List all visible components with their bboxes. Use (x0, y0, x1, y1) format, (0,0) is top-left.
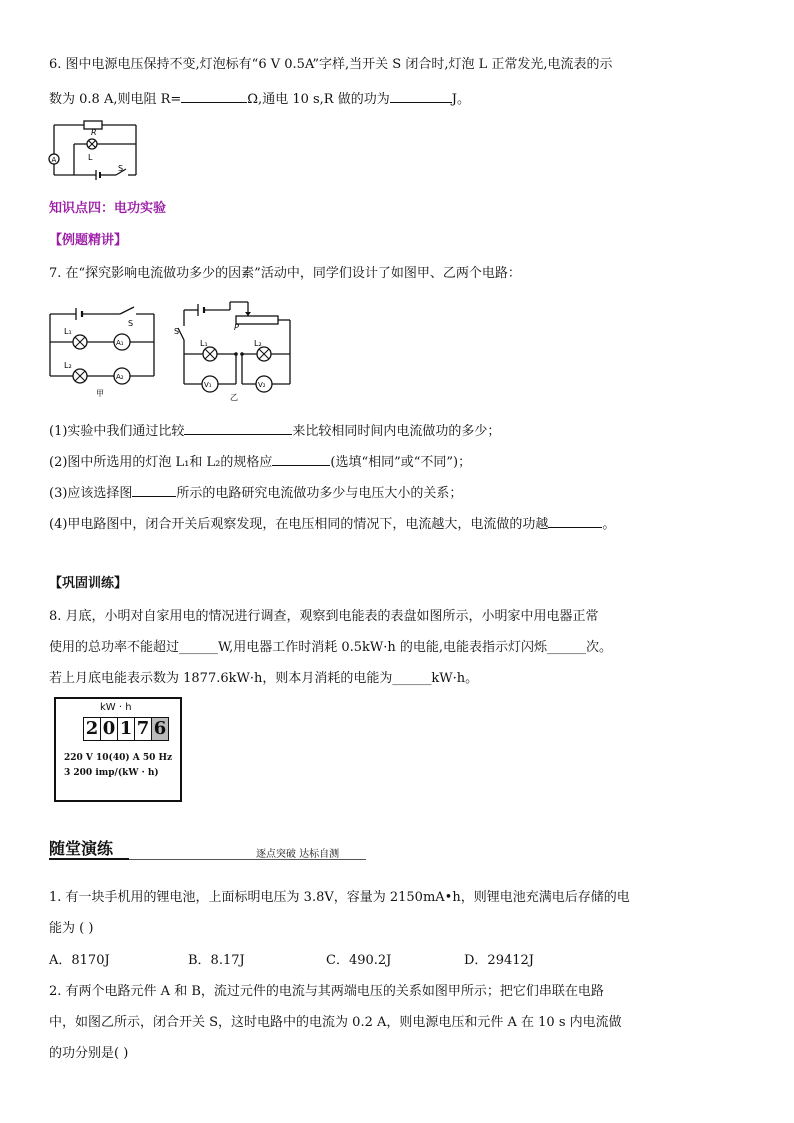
q6-blank-work[interactable] (390, 89, 452, 103)
p1-option-a[interactable]: A．8170J (49, 953, 110, 968)
practice-subtitle: 逐点突破 达标自测 (256, 849, 340, 860)
p2-line3: 的功分别是( ) (49, 1046, 129, 1061)
q7-part4 (49, 514, 615, 533)
yi-label-l2: L₂ (254, 339, 262, 348)
q6-line1: 6. 图中电源电压保持不变,灯泡标有“6 V 0.5A”字样,当开关 S 闭合时,灯泡 L 正常发光,电流表的示 (49, 57, 613, 72)
yi-label-s: S (174, 327, 180, 336)
jia-label-s: S (128, 319, 134, 328)
q7-part1-b: 来比较相同时间内电流做功的多少； (292, 424, 501, 439)
jia-label-l1: L₁ (64, 327, 72, 336)
yi-label-v2: V₂ (258, 381, 266, 389)
yi-label-p: P (234, 323, 239, 332)
q6-blank-r[interactable] (181, 89, 247, 103)
q7-blank1[interactable] (184, 421, 292, 435)
circuit-jia-diagram (44, 298, 164, 400)
jia-label-a2: A₂ (116, 373, 124, 381)
jia-label-a1: A₁ (116, 339, 124, 347)
q7-part3-b: 所示的电路研究电流做功多少与电压大小的关系； (176, 486, 463, 501)
q6-line2-part1: 数为 0.8 A,则电阻 R= (49, 92, 182, 107)
meter-digit-5: 6 (153, 718, 167, 739)
q6-line2-part3: J。 (451, 92, 470, 107)
q8-line1: 8. 月底，小明对自家用电的情况进行调查，观察到电能表的表盘如图所示，小明家中用电器正常 (49, 609, 599, 624)
p1-line1: 1. 有一块手机用的锂电池，上面标明电压为 3.8V，容量为 2150mA•h，则锂电池充满电后存储的电 (49, 890, 630, 905)
q6-circuit-diagram (46, 117, 142, 181)
meter-digit-2: 0 (101, 718, 118, 740)
p1-option-b[interactable]: B．8.17J (188, 953, 245, 968)
meter-digit-4: 7 (135, 718, 152, 740)
meter-digit-1: 2 (84, 718, 101, 740)
q7-part3-a: (3)应该选择图 (49, 486, 133, 501)
q7-blank2[interactable] (272, 452, 330, 466)
consolidate-label: 【巩固训练】 (49, 576, 128, 591)
practice-title-underline (49, 858, 129, 860)
practice-title: 随堂演练 (49, 839, 114, 858)
q7-part1-a: (1)实验中我们通过比较 (49, 424, 185, 439)
label-l: L (88, 153, 93, 162)
section-title: 知识点四：电功实验 (49, 201, 167, 216)
p1-option-c[interactable]: C．490.2J (326, 953, 392, 968)
q8-line2: 使用的总功率不能超过______W,用电器工作时消耗 0.5kW·h 的电能,电能表指示灯闪烁______次。 (49, 640, 613, 655)
q7-part3 (49, 483, 462, 502)
q7-part4-b: 。 (602, 517, 616, 532)
q6-line2 (49, 89, 470, 108)
q7-part2-a: (2)图中所选用的灯泡 L₁和 L₂的规格应 (49, 455, 273, 470)
energy-meter-figure (54, 697, 182, 802)
q7-stem: 7. 在“探究影响电流做功多少的因素”活动中，同学们设计了如图甲、乙两个电路： (49, 266, 521, 281)
q8-line3: 若上月底电能表示数为 1877.6kW·h，则本月消耗的电能为______kW·h。 (49, 671, 479, 686)
q7-part1 (49, 421, 500, 440)
q7-part4-a: (4)甲电路图中，闭合开关后观察发现，在电压相同的情况下，电流越大，电流做的功越 (49, 517, 549, 532)
yi-caption: 乙 (230, 393, 238, 402)
q7-part2-b: (选填“相同”或“不同”)； (330, 455, 472, 470)
q7-blank4[interactable] (548, 514, 602, 528)
jia-caption: 甲 (96, 389, 104, 398)
yi-label-l1: L₁ (200, 339, 208, 348)
circuit-yi-diagram (170, 296, 296, 404)
p1-line2: 能为 ( ) (49, 921, 94, 936)
meter-unit: kW · h (100, 702, 132, 713)
p1-option-d[interactable]: D．29412J (464, 953, 534, 968)
meter-digit-3: 1 (118, 718, 135, 740)
example-label: 【例题精讲】 (49, 233, 128, 248)
meter-spec-1: 220 V 10(40) A 50 Hz (64, 753, 173, 763)
meter-spec-2: 3 200 imp/(kW · h) (64, 768, 159, 778)
yi-label-v1: V₁ (204, 381, 212, 389)
rheostat-symbol (236, 316, 278, 324)
jia-label-l2: L₂ (64, 361, 72, 370)
q6-line2-part2: Ω,通电 10 s,R 做的功为 (247, 92, 390, 107)
label-r: R (91, 128, 97, 137)
q7-part2 (49, 452, 471, 471)
p2-line1: 2. 有两个电路元件 A 和 B，流过元件的电流与其两端电压的关系如图甲所示；把它们串联在电路 (49, 984, 604, 999)
p2-line2: 中，如图乙所示，闭合开关 S，这时电路中的电流为 0.2 A，则电源电压和元件 A 在 10 s 内电流做 (49, 1015, 622, 1030)
label-a: A (51, 156, 57, 164)
q7-blank3[interactable] (132, 483, 176, 497)
label-s: S (118, 164, 124, 173)
meter-digits (83, 717, 169, 741)
